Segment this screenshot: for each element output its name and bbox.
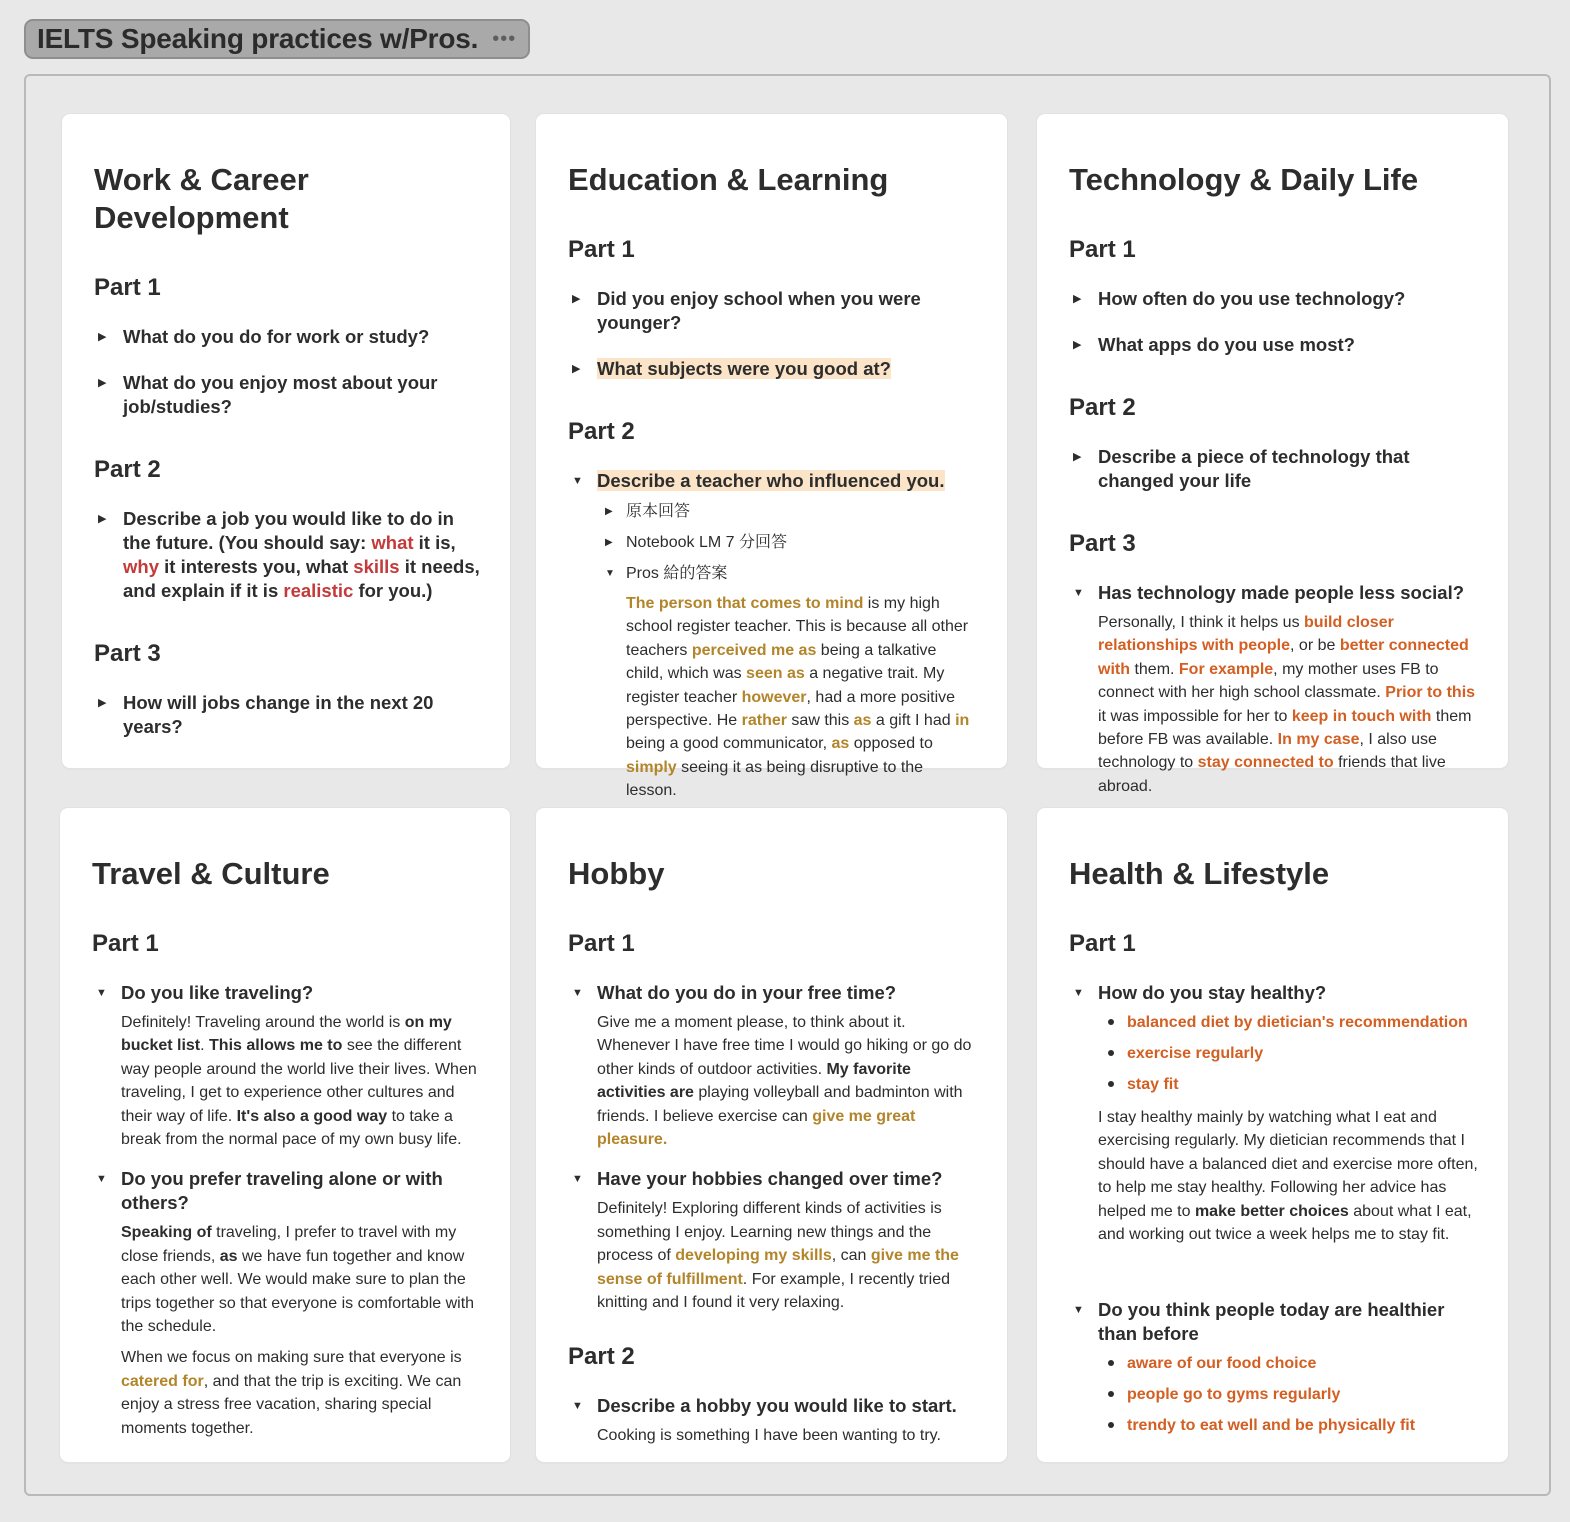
- card-education-learning[interactable]: [536, 114, 1007, 800]
- question-toggle[interactable]: [92, 981, 480, 1151]
- card-health-lifestyle[interactable]: [1037, 808, 1508, 1462]
- card-technology-daily-life[interactable]: [1037, 114, 1508, 795]
- answer-text: Definitely! Traveling around the world is on my bucket list. This allows me to see the different way people around the world live their lives. When traveling, I get to experience other cultures and their way of life. It's also a good way to take a break from the normal pace of my own busy life.: [121, 1014, 477, 1149]
- sub-toggle[interactable]: ▶ 原本回答: [597, 500, 977, 524]
- answer-text: Definitely! Exploring different kinds of activities is something I enjoy. Learning new things and the process of developing my skills, can give me the sense of fulfillment. For example, I recently tried knitting and I found it very relaxing.: [597, 1200, 959, 1312]
- triangle-down-icon[interactable]: ▼: [96, 987, 107, 999]
- triangle-down-icon[interactable]: ▼: [1073, 1304, 1084, 1317]
- question-toggle[interactable]: [568, 1167, 977, 1314]
- triangle-right-icon[interactable]: ▶: [98, 331, 107, 343]
- question-text: What do you do for work or study?: [123, 326, 430, 347]
- sub-toggle[interactable]: ▼ Pros 給的答案 The person that comes to mind is my high school register teacher. This is because all other teachers perceived me as being a talkative child, which was seen as a negative trait. My register teacher however, had a more positive perspective. He rather saw this as a gift I had in being a good communicator, as opposed to simply seeing it as being disruptive to the lesson.: [597, 562, 977, 803]
- triangle-right-icon[interactable]: ▶: [98, 513, 107, 525]
- card-title: Technology & Daily Life: [1069, 162, 1419, 197]
- bullet-icon: [1108, 1391, 1114, 1397]
- triangle-down-icon[interactable]: ▼: [572, 1173, 583, 1186]
- answer-text: The person that comes to mind is my high school register teacher. This is because all other teachers perceived me as being a talkative child, which was seen as a negative trait. My register teacher however, had a more positive perspective. He rather saw this as a gift I had in being a good communicator, as opposed to simply seeing it as being disruptive to the lesson.: [626, 595, 970, 800]
- question-toggle[interactable]: [568, 287, 977, 335]
- card-travel-culture[interactable]: [60, 808, 510, 1462]
- triangle-down-icon[interactable]: ▼: [572, 987, 583, 999]
- card-title: Hobby: [568, 856, 665, 891]
- card-title: Health & Lifestyle: [1069, 856, 1330, 891]
- question-text: Do you think people today are healthier than before: [1098, 1299, 1445, 1345]
- answer-text: Cooking is something I have been wanting to try.: [597, 1427, 941, 1445]
- card-hobby[interactable]: [536, 808, 1007, 1462]
- triangle-right-icon[interactable]: ▶: [572, 293, 581, 305]
- answer-text: I stay healthy mainly by watching what I eat and exercising regularly. My dietician recommends that I should have a balanced diet and exercise more often, to help me stay healthy. Following her advice has helped me to make better choices about what I eat, and working out twice a week helps me to stay fit.: [1098, 1109, 1478, 1244]
- part-heading: Part 2: [1069, 394, 1136, 421]
- triangle-down-icon[interactable]: ▼: [1073, 587, 1084, 599]
- part-heading: Part 3: [1069, 530, 1136, 557]
- question-toggle[interactable]: [94, 325, 480, 349]
- more-options-icon[interactable]: •••: [492, 28, 517, 50]
- triangle-down-icon[interactable]: ▼: [96, 1173, 107, 1186]
- triangle-down-icon[interactable]: ▼: [1073, 987, 1084, 999]
- question-text: What do you enjoy most about your job/studies?: [123, 372, 438, 417]
- question-text: What do you do in your free time?: [597, 982, 897, 1003]
- bullet-icon: [1108, 1360, 1114, 1366]
- question-text: Do you prefer traveling alone or with others?: [121, 1168, 443, 1214]
- question-toggle[interactable]: [92, 1167, 480, 1440]
- question-toggle[interactable]: [1069, 981, 1478, 1246]
- question-toggle[interactable]: [1069, 287, 1478, 311]
- question-toggle[interactable]: [94, 371, 480, 419]
- card-title: Work & Career Development: [94, 162, 309, 235]
- question-toggle[interactable]: [1069, 445, 1478, 493]
- page-header[interactable]: [24, 19, 530, 59]
- question-text: Describe a piece of technology that changed your life: [1098, 446, 1410, 491]
- triangle-right-icon[interactable]: ▶: [98, 697, 107, 709]
- page-title[interactable]: IELTS Speaking practices w/Pros.: [37, 23, 479, 54]
- bullet-icon: [1108, 1050, 1114, 1056]
- question-text: Have your hobbies changed over time?: [597, 1168, 943, 1190]
- triangle-down-icon[interactable]: ▼: [572, 1400, 583, 1413]
- triangle-right-icon[interactable]: ▶: [1073, 339, 1082, 351]
- list-item: aware of our food choice: [1098, 1348, 1478, 1379]
- question-toggle[interactable]: [568, 1394, 977, 1447]
- question-toggle[interactable]: [568, 469, 977, 803]
- part-heading: Part 1: [1069, 236, 1136, 263]
- triangle-down-icon[interactable]: ▼: [605, 568, 615, 579]
- part-heading: Part 1: [92, 930, 159, 957]
- question-text: What subjects were you good at?: [597, 358, 891, 379]
- bullet-icon: [1108, 1422, 1114, 1428]
- part-heading: Part 1: [94, 274, 161, 301]
- part-heading: Part 1: [1069, 930, 1136, 957]
- triangle-right-icon[interactable]: ▶: [605, 506, 613, 517]
- list-item: people go to gyms regularly: [1098, 1379, 1478, 1410]
- question-toggle[interactable]: [94, 507, 480, 603]
- question-toggle[interactable]: [1069, 1298, 1478, 1441]
- bullet-icon: [1108, 1019, 1114, 1025]
- bullet-icon: [1108, 1081, 1114, 1087]
- answer-text: Personally, I think it helps us build closer relationships with people, or be better connected with them. For example, my mother uses FB to connect with her high school classmate. Prior to this it was impossible for her to keep in touch with them before FB was available. In my case, I also use technology to stay connected to friends that live abroad.: [1098, 614, 1476, 795]
- sub-toggle[interactable]: ▶ Notebook LM 7 分回答: [597, 531, 977, 555]
- part-heading: Part 3: [94, 640, 161, 667]
- question-toggle[interactable]: [1069, 581, 1478, 798]
- question-text: How will jobs change in the next 20 years?: [123, 692, 434, 737]
- list-item: trendy to eat well and be physically fit: [1098, 1410, 1478, 1441]
- question-text: Did you enjoy school when you were younger?: [597, 288, 921, 333]
- question-toggle[interactable]: [1069, 333, 1478, 357]
- card-title: Education & Learning: [568, 162, 889, 197]
- triangle-right-icon[interactable]: ▶: [605, 537, 613, 548]
- question-toggle[interactable]: [568, 357, 977, 381]
- question-toggle[interactable]: [568, 981, 977, 1151]
- list-item: exercise regularly: [1098, 1038, 1478, 1069]
- triangle-right-icon[interactable]: ▶: [572, 363, 581, 375]
- question-text: How do you stay healthy?: [1098, 982, 1327, 1003]
- part-heading: Part 2: [568, 418, 635, 445]
- list-item: stay fit: [1098, 1069, 1478, 1100]
- part-heading: Part 2: [94, 456, 161, 483]
- card-title: Travel & Culture: [92, 856, 330, 891]
- question-text: How often do you use technology?: [1098, 288, 1406, 309]
- triangle-right-icon[interactable]: ▶: [98, 377, 107, 389]
- card-work-career[interactable]: [62, 114, 510, 768]
- triangle-right-icon[interactable]: ▶: [1073, 293, 1082, 305]
- answer-text: Give me a moment please, to think about it. Whenever I have free time I would go hiking or go do other kinds of outdoor activities. My favorite activities are playing volleyball and badminton with friends. I believe exercise can give me great pleasure.: [597, 1014, 972, 1149]
- part-heading: Part 1: [568, 930, 635, 957]
- question-text: Describe a teacher who influenced you.: [597, 470, 945, 491]
- triangle-right-icon[interactable]: ▶: [1073, 451, 1082, 463]
- question-text: Do you like traveling?: [121, 982, 314, 1003]
- question-text: Describe a job you would like to do in the future. (You should say: what it is, why it interests you, what skills it needs, and explain if it is realistic for you.): [123, 508, 480, 601]
- part-heading: Part 1: [568, 236, 635, 263]
- question-text: What apps do you use most?: [1098, 334, 1355, 355]
- question-text: Has technology made people less social?: [1098, 582, 1465, 603]
- question-text: Describe a hobby you would like to start.: [597, 1395, 957, 1417]
- list-item: balanced diet by dietician's recommendation: [1098, 1007, 1478, 1038]
- question-toggle[interactable]: [94, 691, 480, 739]
- triangle-down-icon[interactable]: ▼: [572, 475, 583, 487]
- part-heading: Part 2: [568, 1343, 635, 1371]
- answer-text: Speaking of traveling, I prefer to travel with my close friends, as we have fun together and know each other well. We would make sure to plan the trips together so that everyone is comfortable with the schedule. When we focus on making sure that everyone is catered for, and that the trip is exciting. We can enjoy a stress free vacation, sharing special moments together.: [121, 1224, 475, 1437]
